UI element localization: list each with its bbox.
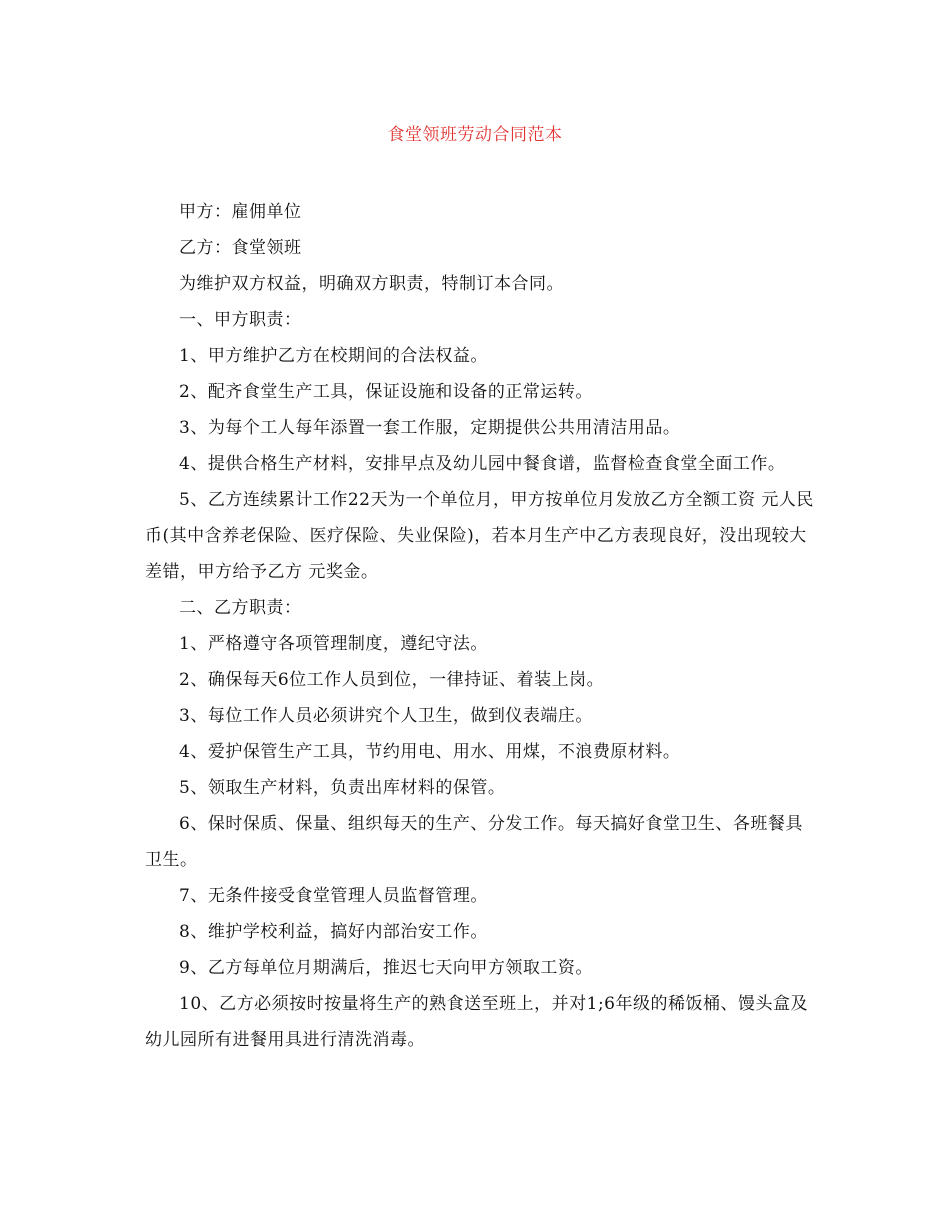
section-heading-party-a-duties: 一、甲方职责：: [179, 310, 302, 330]
paragraph-b-duty-5: 5、领取生产材料，负责出库材料的保管。: [179, 778, 506, 798]
paragraph-b-duty-4: 4、爱护保管生产工具，节约用电、用水、用煤，不浪费原材料。: [179, 742, 681, 762]
paragraph-a-duty-4: 4、提供合格生产材料，安排早点及幼儿园中餐食谱，监督检查食堂全面工作。: [179, 454, 786, 474]
paragraph-a-duty-1: 1、甲方维护乙方在校期间的合法权益。: [179, 346, 488, 366]
paragraph-purpose: 为维护双方权益，明确双方职责，特制订本合同。: [179, 274, 564, 294]
paragraph-a-duty-2: 2、配齐食堂生产工具，保证设施和设备的正常运转。: [179, 382, 593, 402]
paragraph-b-duty-6: 6、保时保质、保量、组织每天的生产、分发工作。每天搞好食堂卫生、各班餐具卫生。: [145, 814, 803, 870]
paragraph-b-duty-9: 9、乙方每单位月期满后，推迟七天向甲方领取工资。: [179, 958, 593, 978]
paragraph-b-duty-2: 2、确保每天6位工作人员到位，一律持证、着装上岗。: [179, 670, 605, 690]
paragraph-b-duty-1: 1、严格遵守各项管理制度，遵纪守法。: [179, 634, 488, 654]
paragraph-party-a: 甲方：雇佣单位: [179, 202, 302, 222]
section-heading-party-b-duties: 二、乙方职责：: [179, 598, 302, 618]
paragraph-b-duty-8: 8、维护学校利益，搞好内部治安工作。: [179, 922, 488, 942]
document-title: 食堂领班劳动合同范本: [387, 125, 563, 145]
paragraph-b-duty-3: 3、每位工作人员必须讲究个人卫生，做到仪表端庄。: [179, 706, 593, 726]
paragraph-a-duty-3: 3、为每个工人每年添置一套工作服，定期提供公共用清洁用品。: [179, 418, 681, 438]
document-body: [145, 194, 817, 1058]
paragraph-b-duty-7: 7、无条件接受食堂管理人员监督管理。: [179, 886, 488, 906]
paragraph-a-duty-5: 5、乙方连续累计工作22天为一个单位月，甲方按单位月发放乙方全额工资 元人民币(其中含养老保险、医疗保险、失业保险)，若本月生产中乙方表现良好，没出现较大差错，甲方给予乙方 元奖金。: [145, 490, 814, 582]
paragraph-b-duty-10: 10、乙方必须按时按量将生产的熟食送至班上，并对1;6年级的稀饭桶、馒头盒及幼儿园所有进餐用具进行清洗消毒。: [145, 994, 808, 1050]
paragraph-party-b: 乙方：食堂领班: [179, 238, 302, 258]
